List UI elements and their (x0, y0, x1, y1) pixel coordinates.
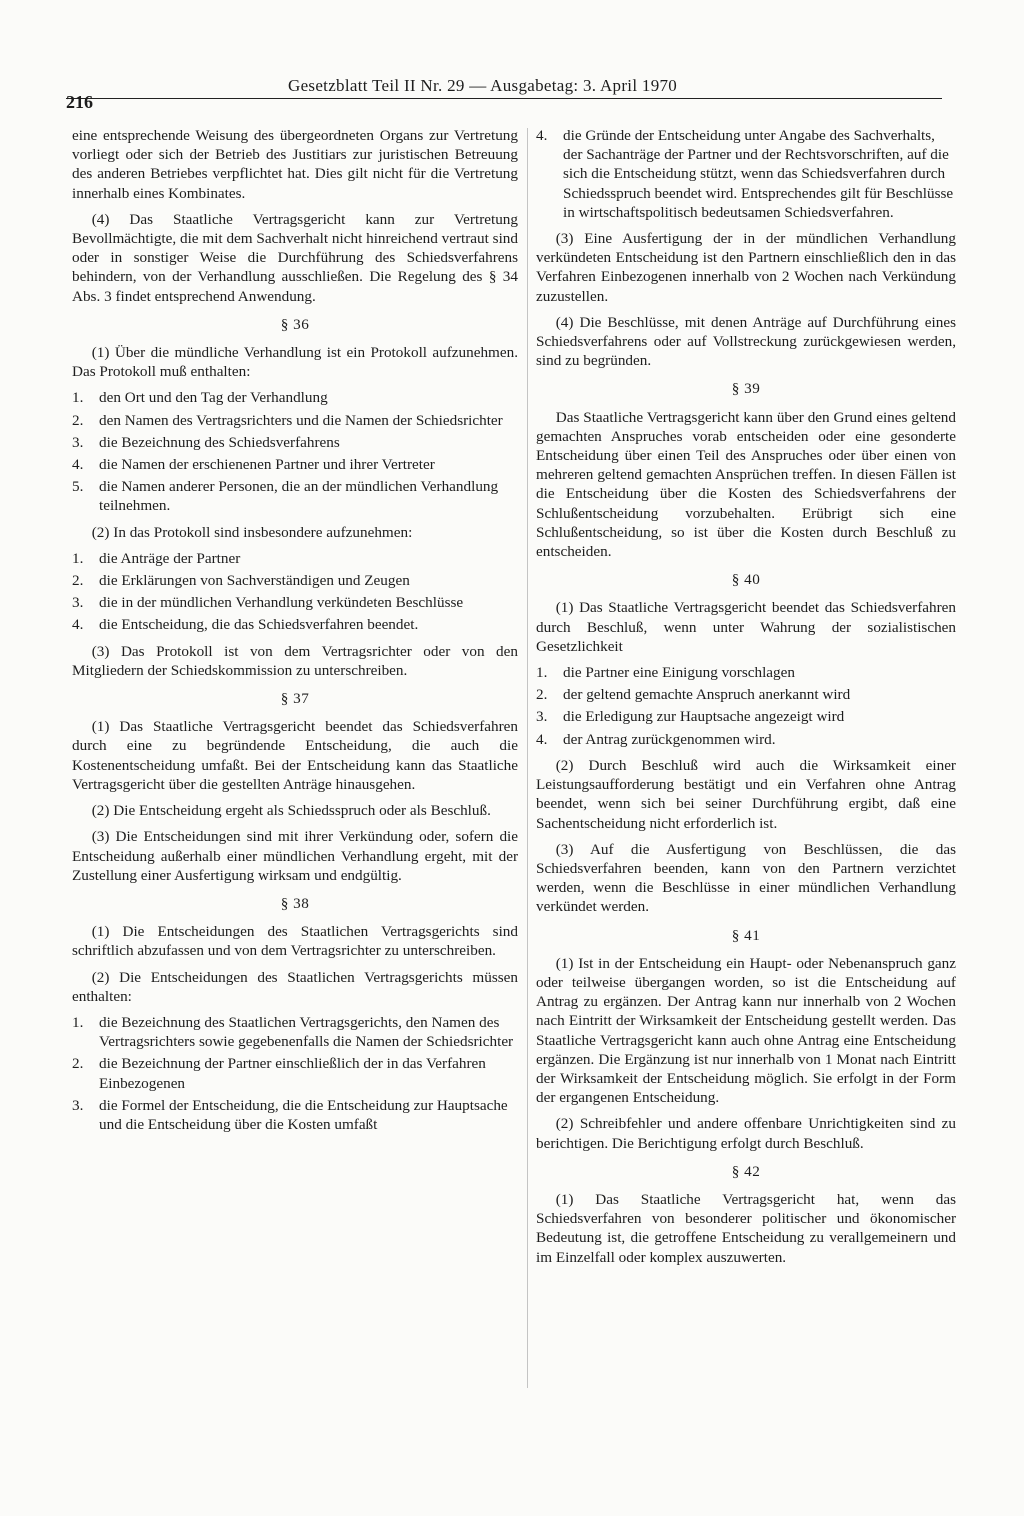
numbered-list (536, 663, 956, 749)
list-item: 3. die Erledigung zur Hauptsache angezeigt wird (536, 708, 845, 726)
list-item: 1. den Ort und den Tag der Verhandlung (72, 389, 328, 407)
paragraph: (1) Ist in der Entscheidung ein Haupt- oder Nebenanspruch ganz oder teilweise übergangen worden, so ist die Entscheidung auf Antrag zu ergänzen. Der Antrag kann nur innerhalb von 2 Wochen nach Eintritt der Wirksamkeit der Entscheidung gestellt werden. Das Staatliche Vertragsgericht kann auch ohne Antrag eine Entscheidung ergänzen. Die Ergänzung ist nur innerhalb von 1 Monat nach Eintritt der Wirksamkeit der Entscheidung möglich. Sie erfolgt in der Form der ergangenen Entscheidung. (536, 954, 956, 1107)
column-divider (527, 128, 528, 1388)
paragraph: (2) Die Entscheidungen des Staatlichen Vertragsgerichts müssen enthalten: (72, 968, 518, 1005)
numbered-list (72, 549, 518, 635)
right-column (536, 126, 956, 1274)
paragraph: (2) Die Entscheidung ergeht als Schiedsspruch oder als Beschluß. (91, 802, 491, 820)
numbered-list (72, 1013, 518, 1134)
section-heading-42: § 42 (731, 1162, 761, 1180)
list-item: 1. die Bezeichnung des Staatlichen Vertragsgerichts, den Namen des Vertragsrichters sowie gegebenenfalls die Namen der Schiedsrichter (72, 1013, 514, 1051)
section-heading-36: § 36 (280, 315, 310, 333)
section-heading-41: § 41 (731, 926, 761, 944)
running-head: Gesetzblatt Teil II Nr. 29 — Ausgabetag: 3. April 1970 (288, 76, 678, 95)
list-item: 2. den Namen des Vertragsrichters und die Namen der Schiedsrichter (72, 411, 503, 429)
paragraph: (3) Das Protokoll ist von dem Vertragsrichter oder von den Mitgliedern der Schiedskommission zu unterschreiben. (72, 642, 518, 679)
paragraph: (3) Eine Ausfertigung der in der mündlichen Verhandlung verkündeten Entscheidung ist den Partnern einschließlich den in das Verfahren Einbezogenen innerhalb von 2 Wochen nach Verkündung zuzustellen. (536, 230, 956, 305)
paragraph: eine entsprechende Weisung des übergeordneten Organs zur Vertretung vorliegt oder sich der Betrieb des Justitiars zur juristischen Betreuung des anderen Betriebes verpflichtet hat. Dies gilt nicht für die Vertretung innerhalb eines Kombinates. (72, 127, 518, 202)
list-item: 4. die Gründe der Entscheidung unter Angabe des Sachverhalts, der Sachanträge der Partner und der Rechtsvorschriften, auf die sich die Entscheidung stützt, wenn das Schiedsverfahren durch Schiedsspruch beendet wird. Entsprechendes gilt für Beschlüsse in wirtschaftspolitisch bedeutsamen Schiedsverfahren. (536, 127, 954, 221)
paragraph: (2) In das Protokoll sind insbesondere aufzunehmen: (91, 523, 413, 541)
list-item: 3. die in der mündlichen Verhandlung verkündeten Beschlüsse (72, 594, 464, 612)
paragraph: (1) Die Entscheidungen des Staatlichen Vertragsgerichts sind schriftlich abzufassen und von dem Vertragsrichter zu unterschreiben. (72, 923, 518, 960)
list-item: 3. die Bezeichnung des Schiedsverfahrens (72, 433, 340, 451)
page-number: 216 (66, 92, 93, 112)
paragraph: (4) Das Staatliche Vertragsgericht kann zur Vertretung Bevollmächtigte, die mit dem Sachverhalt nicht hinreichend vertraut sind oder in sonstiger Weise die Durchführung des Schiedsverfahrens behindern, von der Verhandlung ausschließen. Die Regelung des § 34 Abs. 3 findet entsprechend Anwendung. (72, 210, 518, 305)
paragraph: (1) Über die mündliche Verhandlung ist ein Protokoll aufzunehmen. Das Protokoll muß enthalten: (72, 344, 518, 381)
list-item: 4. der Antrag zurückgenommen wird. (536, 730, 776, 748)
list-item: 5. die Namen anderer Personen, die an der mündlichen Verhandlung teilnehmen. (72, 478, 499, 515)
paragraph: Das Staatliche Vertragsgericht kann über den Grund eines geltend gemachten Anspruches vorab entscheiden oder eine gesonderte Entscheidung über einen Teil des Anspruches oder über einen von mehreren geltend gemachten Ansprüchen treffen. In diesen Fällen ist die Entscheidung über die Kosten des Schiedsverfahrens der Schlußentscheidung vorzubehalten. Erübrigt sich eine Schlußentscheidung, so ist über die Kosten durch Beschluß zu entscheiden. (536, 408, 956, 561)
section-heading-38: § 38 (280, 894, 310, 912)
paragraph: (1) Das Staatliche Vertragsgericht hat, wenn das Schiedsverfahren von besonderer politischer und ökonomischer Bedeutung ist, die getroffene Entscheidung zu verallgemeinern und im Einzelfall oder komplex auszuwerten. (536, 1190, 956, 1266)
numbered-list (536, 126, 956, 222)
list-item: 2. die Bezeichnung der Partner einschließlich der in das Verfahren Einbezogenen (72, 1055, 486, 1092)
paragraph: (1) Das Staatliche Vertragsgericht beendet das Schiedsverfahren durch eine zu begründende Entscheidung, die auch die Kostenentscheidung umfaßt. Bei der Entscheidung kann das Staatliche Vertragsgericht über die gestellten Anträge hinausgehen. (72, 718, 518, 793)
paragraph: (3) Auf die Ausfertigung von Beschlüssen, die das Schiedsverfahren beenden, kann von den Partnern verzichtet werden, wenn die Beschlüsse in einer mündlichen Verhandlung verkündet werden. (536, 840, 956, 916)
list-item: 1. die Partner eine Einigung vorschlagen (536, 664, 795, 682)
page-header (66, 74, 942, 112)
paragraph: (3) Die Entscheidungen sind mit ihrer Verkündung oder, sofern die Entscheidung außerhalb einer mündlichen Verhandlung ergeht, mit der Zustellung einer Ausfertigung wirksam und endgültig. (72, 828, 518, 884)
list-item: 2. die Erklärungen von Sachverständigen und Zeugen (72, 572, 410, 590)
list-item: 4. die Entscheidung, die das Schiedsverfahren beendet. (72, 616, 419, 634)
list-item: 3. die Formel der Entscheidung, die die Entscheidung zur Hauptsache und die Entscheidung über die Kosten umfaßt (72, 1096, 508, 1133)
section-heading-40: § 40 (731, 571, 761, 589)
numbered-list (72, 388, 518, 515)
list-item: 2. der geltend gemachte Anspruch anerkannt wird (536, 686, 851, 704)
paragraph: (4) Die Beschlüsse, mit denen Anträge auf Durchführung eines Schiedsverfahrens oder auf Vollstreckung zurückgewiesen werden, sind zu begründen. (536, 313, 956, 370)
section-heading-37: § 37 (280, 690, 310, 708)
paragraph: (2) Durch Beschluß wird auch die Wirksamkeit einer Leistungsaufforderung bestätigt und ein Verfahren ohne Antrag beendet, wenn sich bei seiner Durchführung ergibt, daß eine Sachentscheidung nicht erforderlich ist. (536, 756, 956, 832)
paragraph: (2) Schreibfehler und andere offenbare Unrichtigkeiten sind zu berichtigen. Die Berichtigung erfolgt durch Beschluß. (536, 1115, 956, 1152)
section-heading-39: § 39 (731, 380, 761, 398)
list-item: 1. die Anträge der Partner (72, 549, 241, 567)
paragraph: (1) Das Staatliche Vertragsgericht beendet das Schiedsverfahren durch Beschluß, wenn unter Wahrung der sozialistischen Gesetzlichkeit (536, 599, 956, 655)
list-item: 4. die Namen der erschienenen Partner und ihrer Vertreter (72, 456, 435, 474)
left-column (72, 126, 518, 1141)
